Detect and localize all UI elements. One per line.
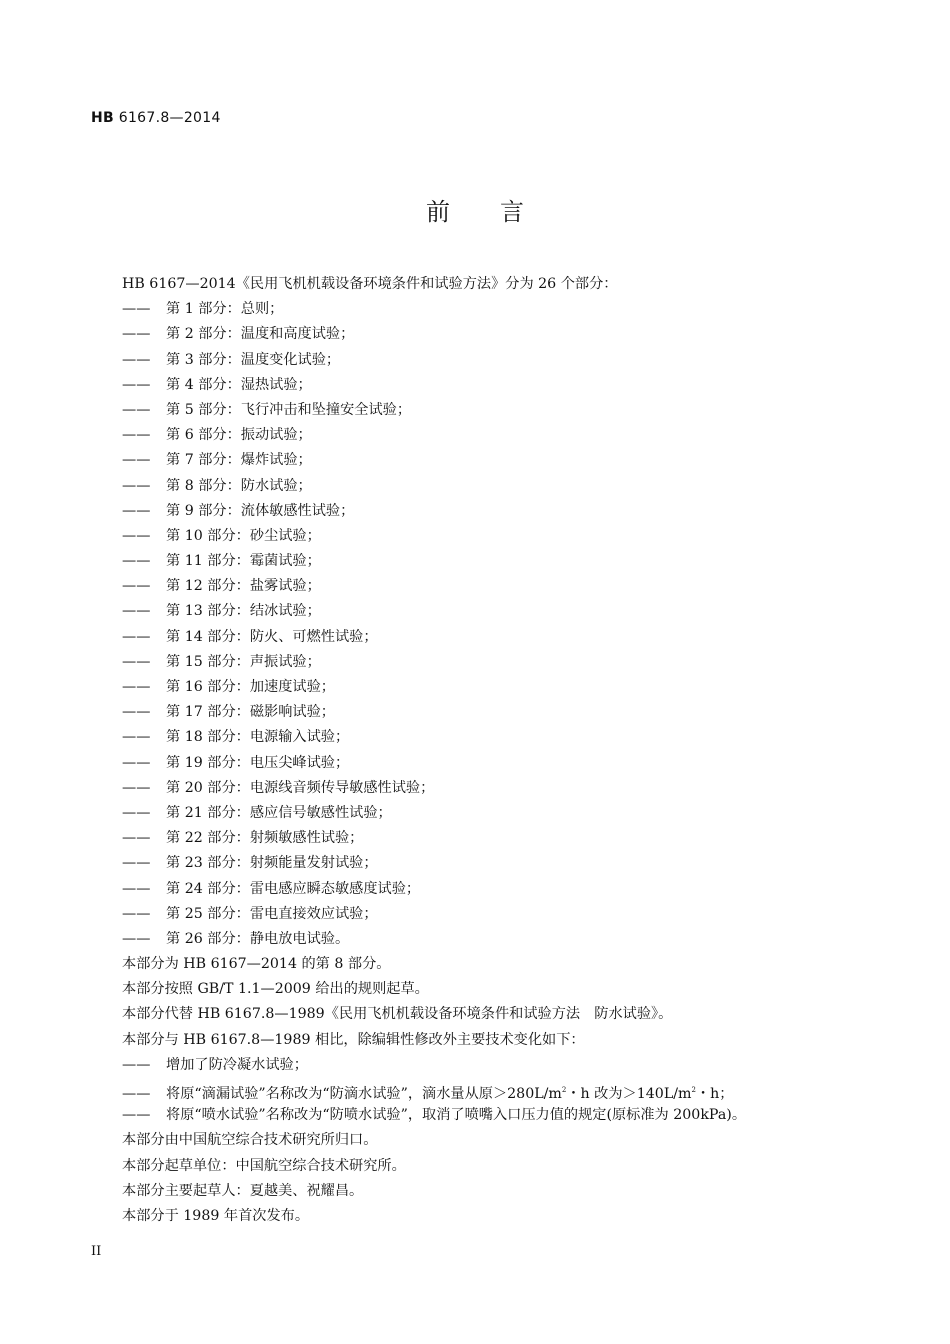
part-list-item-text: 第 8 部分：防水试验； xyxy=(166,477,312,494)
part-list-item xyxy=(122,423,882,448)
part-list-item xyxy=(122,927,882,952)
part-list-item xyxy=(122,474,882,499)
dash-mark: —— xyxy=(122,578,151,595)
part-list-item-text: 第 12 部分：盐雾试验； xyxy=(166,578,321,595)
part-list-item xyxy=(122,675,882,700)
part-list-item-text: 第 17 部分：磁影响试验； xyxy=(166,704,335,721)
change-text: 将原“喷水试验”名称改为“防喷水试验”，取消了喷嘴入口压力值的规定(原标准为 200kPa)。 xyxy=(166,1107,747,1124)
change-text: 增加了防冷凝水试验； xyxy=(166,1056,308,1073)
part-list-item-text: 第 21 部分：感应信号敏感性试验； xyxy=(166,804,392,821)
drafters-paragraph: 本部分主要起草人：夏越美、祝耀昌。 xyxy=(122,1182,364,1199)
page-number: II xyxy=(91,1244,102,1259)
superscript: 2 xyxy=(691,1086,696,1094)
part-list-item-text: 第 24 部分：雷电感应瞬态敏感度试验； xyxy=(166,880,421,897)
replaces-paragraph: 本部分代替 HB 6167.8—1989《民用飞机机载设备环境条件和试验方法 防水试验》。 xyxy=(122,1006,673,1023)
dash-mark: —— xyxy=(122,729,151,746)
first-release-paragraph: 本部分于 1989 年首次发布。 xyxy=(122,1207,310,1224)
part-list-item xyxy=(122,599,882,624)
dash-mark: —— xyxy=(122,452,151,469)
part-list-item-text: 第 18 部分：电源输入试验； xyxy=(166,729,350,746)
part-list-item-text: 第 20 部分：电源线音频传导敏感性试验； xyxy=(166,779,435,796)
part-list-item-text: 第 22 部分：射频敏感性试验； xyxy=(166,830,364,847)
part-list-item-text: 第 4 部分：湿热试验； xyxy=(166,376,312,393)
intro-paragraph: HB 6167—2014《民用飞机机载设备环境条件和试验方法》分为 26 个部分： xyxy=(122,276,618,292)
drafting-rules-paragraph: 本部分按照 GB/T 1.1—2009 给出的规则起草。 xyxy=(122,981,429,998)
part-list-item xyxy=(122,348,882,373)
dash-mark: —— xyxy=(122,855,151,872)
dash-mark: —— xyxy=(122,930,151,947)
dash-mark: —— xyxy=(122,679,151,695)
part-of-paragraph: 本部分为 HB 6167—2014 的第 8 部分。 xyxy=(122,956,391,973)
dash-mark: —— xyxy=(122,427,151,444)
parts-list xyxy=(122,297,882,952)
part-list-item xyxy=(122,700,882,725)
part-list-item xyxy=(122,373,882,398)
part-list-item xyxy=(122,851,882,876)
part-list-item-text: 第 25 部分：雷电直接效应试验； xyxy=(166,905,378,922)
part-list-item xyxy=(122,625,882,650)
part-list-item xyxy=(122,297,882,322)
dash-mark: —— xyxy=(122,351,151,368)
part-list-item-text: 第 26 部分：静电放电试验。 xyxy=(166,930,350,947)
part-list-item-text: 第 2 部分：温度和高度试验； xyxy=(166,326,355,343)
dash-mark: —— xyxy=(122,603,151,620)
dash-mark: —— xyxy=(122,1086,151,1102)
part-list-item xyxy=(122,902,882,927)
part-list-item xyxy=(122,751,882,776)
dash-mark: —— xyxy=(122,830,151,847)
part-list-item xyxy=(122,322,882,347)
dash-mark: —— xyxy=(122,477,151,494)
dash-mark: —— xyxy=(122,376,151,393)
part-list-item xyxy=(122,448,882,473)
dash-mark: —— xyxy=(122,1107,151,1124)
preface-body xyxy=(122,272,882,1229)
dash-mark: —— xyxy=(122,301,151,318)
dash-mark: —— xyxy=(122,527,151,544)
change-item xyxy=(122,1053,882,1078)
dash-mark: —— xyxy=(122,804,151,821)
dash-mark: —— xyxy=(122,754,151,771)
dash-mark: —— xyxy=(122,553,151,570)
dash-mark: —— xyxy=(122,401,151,418)
dash-mark: —— xyxy=(122,628,151,645)
dash-mark: —— xyxy=(122,880,151,897)
part-list-item-text: 第 14 部分：防火、可燃性试验； xyxy=(166,628,378,645)
page-title: 前言 xyxy=(426,198,574,226)
dash-mark: —— xyxy=(122,502,151,519)
part-list-item-text: 第 15 部分：声振试验； xyxy=(166,653,321,670)
dash-mark: —— xyxy=(122,704,151,721)
dash-mark: —— xyxy=(122,326,151,343)
part-list-item xyxy=(122,398,882,423)
part-list-item-text: 第 9 部分：流体敏感性试验； xyxy=(166,502,355,519)
superscript: 2 xyxy=(561,1086,567,1094)
document-code-prefix: HB xyxy=(91,110,114,126)
change-text: ・h 改为＞140L/m xyxy=(566,1086,692,1102)
change-item xyxy=(122,1078,882,1103)
dash-mark: —— xyxy=(122,653,151,670)
changes-paragraph: 本部分与 HB 6167.8—1989 相比，除编辑性修改外主要技术变化如下： xyxy=(122,1031,585,1048)
part-list-item xyxy=(122,549,882,574)
part-list-item xyxy=(122,524,882,549)
part-list-item xyxy=(122,499,882,524)
document-code xyxy=(91,110,221,126)
part-list-item-text: 第 3 部分：温度变化试验； xyxy=(166,351,341,368)
change-text: 将原“滴漏试验”名称改为“防滴水试验”，滴水量从原＞280L/m xyxy=(166,1086,562,1102)
part-list-item-text: 第 13 部分：结冰试验； xyxy=(166,603,321,620)
part-list-item-text: 第 11 部分：霉菌试验； xyxy=(166,553,321,570)
part-list-item-text: 第 5 部分：飞行冲击和坠撞安全试验； xyxy=(166,401,412,418)
drafting-unit-paragraph: 本部分起草单位：中国航空综合技术研究所。 xyxy=(122,1157,406,1174)
part-list-item xyxy=(122,776,882,801)
part-list-item xyxy=(122,650,882,675)
part-list-item-text: 第 16 部分：加速度试验； xyxy=(166,679,335,695)
part-list-item-text: 第 19 部分：电压尖峰试验； xyxy=(166,754,350,771)
dash-mark: —— xyxy=(122,779,151,796)
part-list-item-text: 第 6 部分：振动试验； xyxy=(166,427,312,444)
part-list-item xyxy=(122,826,882,851)
part-list-item xyxy=(122,801,882,826)
change-item xyxy=(122,1103,882,1128)
document-code-number: 6167.8—2014 xyxy=(114,110,221,126)
part-list-item-text: 第 1 部分：总则； xyxy=(166,301,284,318)
dash-mark: —— xyxy=(122,1056,151,1073)
part-list-item xyxy=(122,574,882,599)
administration-paragraph: 本部分由中国航空综合技术研究所归口。 xyxy=(122,1132,378,1149)
part-list-item-text: 第 10 部分：砂尘试验； xyxy=(166,527,321,544)
dash-mark: —— xyxy=(122,905,151,922)
change-text: ・h； xyxy=(695,1086,734,1102)
part-list-item xyxy=(122,725,882,750)
part-list-item xyxy=(122,877,882,902)
part-list-item-text: 第 23 部分：射频能量发射试验； xyxy=(166,855,378,872)
part-list-item-text: 第 7 部分：爆炸试验； xyxy=(166,452,312,469)
